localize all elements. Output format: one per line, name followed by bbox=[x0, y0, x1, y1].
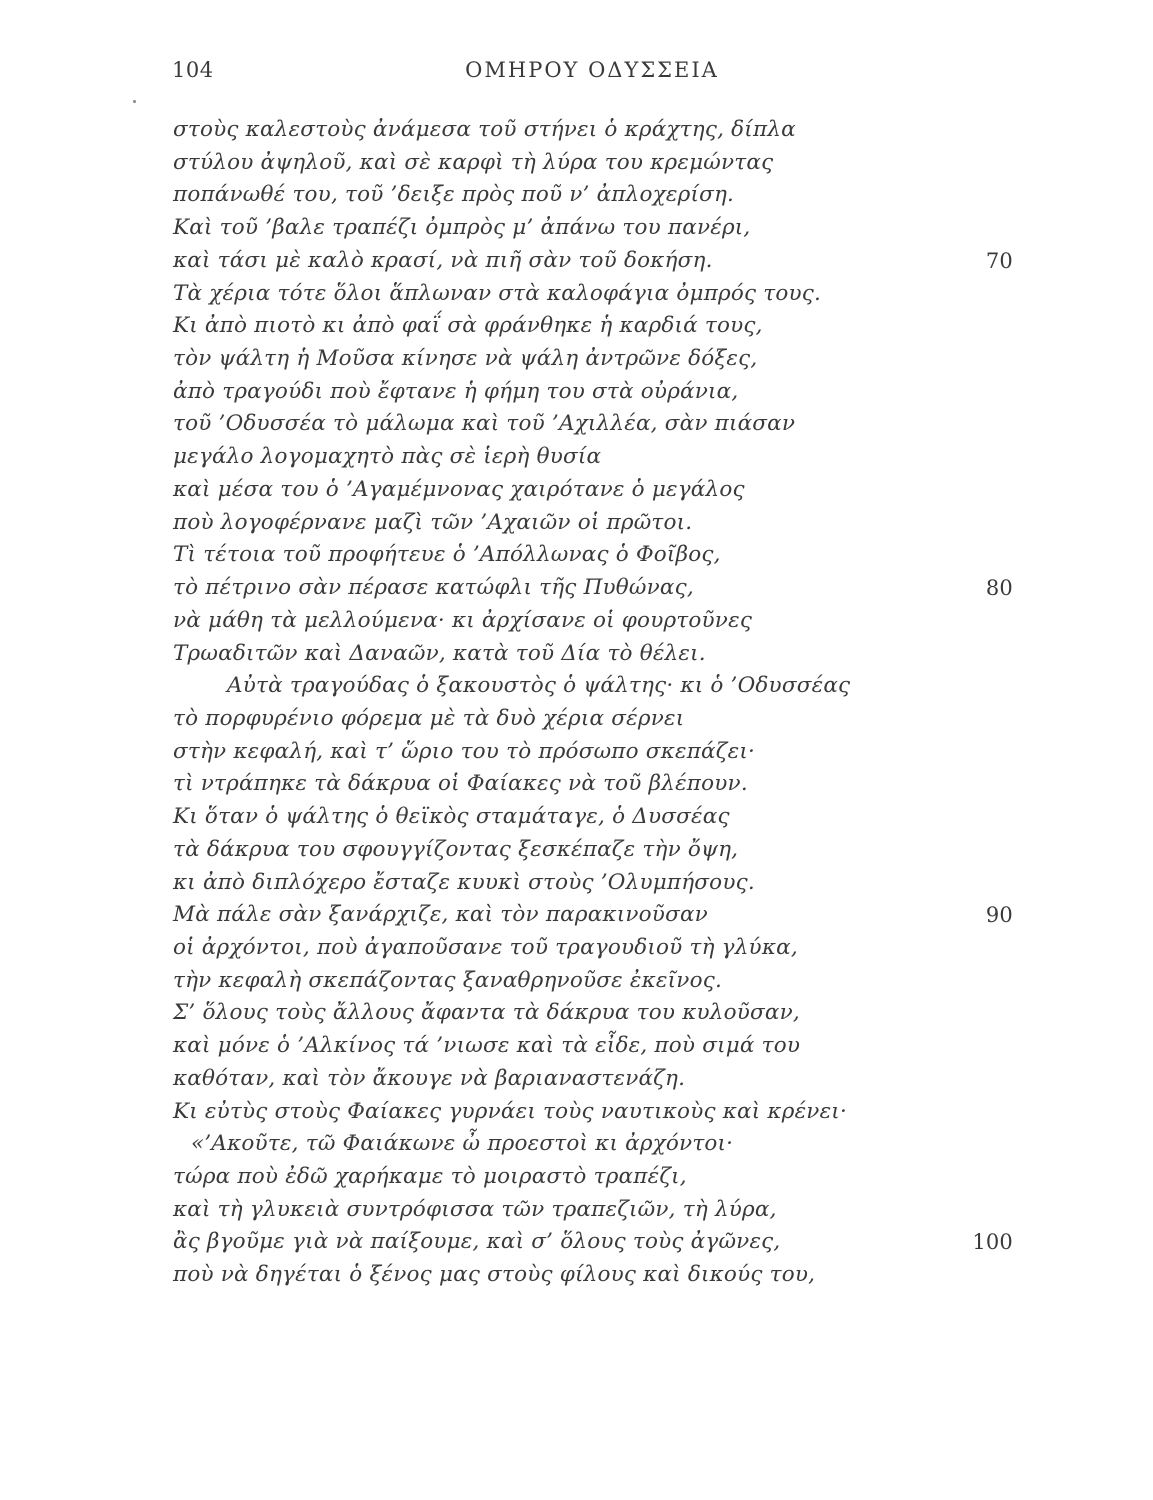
verse-line bbox=[173, 834, 1013, 867]
verse-line bbox=[173, 572, 1013, 605]
verse-line-text: «’Ακοῦτε, τῶ Φαιάκωνε ὦ προεστοὶ κι ἀρχόντοι· bbox=[191, 1131, 734, 1157]
verse-line bbox=[173, 147, 1013, 180]
verse-line-text: στὴν κεφαλή, καὶ τ’ ὥριο του τὸ πρόσωπο σκεπάζει· bbox=[173, 738, 756, 764]
verse-line-text: ἀπὸ τραγούδι ποὺ ἔφτανε ἡ φήμη του στὰ οὐράνια, bbox=[173, 378, 739, 404]
verse-line-text: ποὺ λογοφέρνανε μαζὶ τῶν ’Αχαιῶν οἱ πρῶτοι. bbox=[173, 509, 693, 535]
verse-line-text: τοῦ ’Οδυσσέα τὸ μάλωμα καὶ τοῦ ’Αχιλλέα, σὰν πιάσαν bbox=[173, 411, 796, 437]
verse-line bbox=[173, 179, 1013, 212]
verse-line-text: ἂς βγοῦμε γιὰ νὰ παίξουμε, καὶ σ’ ὅλους τοὺς ἀγῶνες, bbox=[173, 1229, 781, 1255]
ink-speck bbox=[133, 100, 136, 103]
verse-line bbox=[173, 245, 1013, 278]
verse-line bbox=[173, 1128, 1013, 1161]
verse-line bbox=[173, 408, 1013, 441]
verse-line-text: τὸ πορφυρένιο φόρεμα μὲ τὰ δυὸ χέρια σέρνει bbox=[173, 705, 685, 731]
verse-line bbox=[173, 310, 1013, 343]
verse-line bbox=[173, 899, 1013, 932]
line-number: 90 bbox=[985, 903, 1013, 928]
verse-line-text: ποπάνωθέ του, τοῦ ’δειξε πρὸς ποῦ ν’ ἀπλοχερίση. bbox=[173, 182, 735, 208]
verse-line bbox=[173, 638, 1013, 671]
verse-line bbox=[173, 343, 1013, 376]
verse-line-text: τὶ ντράπηκε τὰ δάκρυα οἱ Φαίακες νὰ τοῦ βλέπουν. bbox=[173, 771, 748, 797]
verse-line bbox=[173, 1096, 1013, 1129]
verse-line-text: καὶ τὴ γλυκειὰ συντρόφισσα τῶν τραπεζιῶν, τὴ λύρα, bbox=[173, 1196, 777, 1222]
verse-line bbox=[173, 1226, 1013, 1259]
verse-line-text: Τὰ χέρια τότε ὅλοι ἅπλωναν στὰ καλοφάγια ὀμπρός τους. bbox=[173, 280, 822, 306]
verse-line-text: καὶ μόνε ὁ ’Αλκίνος τά ’νιωσε καὶ τὰ εἶδε, ποὺ σιμά του bbox=[173, 1033, 801, 1059]
page-header bbox=[172, 58, 1012, 88]
verse-line bbox=[173, 932, 1013, 965]
verse-line-text: καὶ μέσα του ὁ ’Αγαμέμνονας χαιρότανε ὁ μεγάλος bbox=[173, 476, 745, 502]
verse-line-text: νὰ μάθη τὰ μελλούμενα· κι ἀρχίσανε οἱ φουρτοῦνες bbox=[173, 607, 753, 633]
verse-line bbox=[173, 670, 1013, 703]
running-title: ΟΜΗΡΟΥ ΟΔΥΣΣΕΙΑ bbox=[465, 58, 719, 82]
verse-line-text: Κι εὐτὺς στοὺς Φαίακες γυρνάει τοὺς ναυτικοὺς καὶ κρένει· bbox=[173, 1098, 847, 1124]
verse-line bbox=[173, 1063, 1013, 1096]
verse-line bbox=[173, 801, 1013, 834]
verse-line bbox=[173, 278, 1013, 311]
verse-line-text: κι ἀπὸ διπλόχερο ἔσταζε κυυκὶ στοὺς ’Ολυμπήσους. bbox=[173, 869, 755, 895]
verse-line bbox=[173, 114, 1013, 147]
verse-line bbox=[173, 736, 1013, 769]
verse-line-text: μεγάλο λογομαχητὸ πὰς σὲ ἱερὴ θυσία bbox=[173, 444, 602, 470]
verse-line-text: Τρωαδιτῶν καὶ Δαναῶν, κατὰ τοῦ Δία τὸ θέλει. bbox=[173, 640, 706, 666]
verse-line bbox=[173, 539, 1013, 572]
verse-line bbox=[173, 212, 1013, 245]
verse-line bbox=[173, 507, 1013, 540]
line-number: 100 bbox=[972, 1230, 1013, 1255]
verse-line-text: τώρα ποὺ ἐδῶ χαρήκαμε τὸ μοιραστὸ τραπέζι, bbox=[173, 1164, 687, 1189]
page-number: 104 bbox=[172, 58, 214, 82]
verse-line-text: Τὶ τέτοια τοῦ προφήτευε ὁ ’Απόλλωνας ὁ Φοῖβος, bbox=[173, 542, 721, 568]
line-number: 70 bbox=[985, 248, 1013, 273]
verse-line bbox=[173, 441, 1013, 474]
verse-line bbox=[173, 605, 1013, 638]
verse-line bbox=[173, 703, 1013, 736]
verse-line bbox=[173, 997, 1013, 1030]
verse-line-text: Κι ἀπὸ πιοτὸ κι ἀπὸ φαΐ σὰ φράνθηκε ἡ καρδιά τους, bbox=[173, 313, 763, 339]
verse-line bbox=[173, 867, 1013, 900]
verse-line bbox=[173, 474, 1013, 507]
verse-line-text: καθόταν, καὶ τὸν ἄκουγε νὰ βαριαναστενάζη. bbox=[173, 1065, 686, 1091]
verse-line bbox=[173, 1030, 1013, 1063]
verse-line-text: στοὺς καλεστοὺς ἀνάμεσα τοῦ στήνει ὁ κράχτης, δίπλα bbox=[173, 117, 796, 142]
verse-line bbox=[173, 1259, 1013, 1292]
verse-line-text: τὰ δάκρυα του σφουγγίζοντας ξεσκέπαζε τὴν ὄψη, bbox=[173, 836, 739, 862]
verse-line-text: οἱ ἀρχόντοι, ποὺ ἀγαποῦσανε τοῦ τραγουδιοῦ τὴ γλύκα, bbox=[173, 934, 798, 960]
verse-line-text: ποὺ νὰ δηγέται ὁ ξένος μας στοὺς φίλους καὶ δικούς του, bbox=[173, 1262, 816, 1288]
verse-line bbox=[173, 965, 1013, 998]
verse-line-text: τὸν ψάλτη ἡ Μοῦσα κίνησε νὰ ψάλη ἀντρῶνε δόξες, bbox=[173, 346, 758, 372]
verse-line-text: Αὐτὰ τραγούδας ὁ ξακουστὸς ὁ ψάλτης· κι ὁ ’Οδυσσέας bbox=[227, 673, 851, 699]
verse-line-text: τὴν κεφαλὴ σκεπάζοντας ξαναθρηνοῦσε ἐκεῖνος. bbox=[173, 967, 722, 993]
verse-line-text: Μὰ πάλε σὰν ξανάρχιζε, καὶ τὸν παρακινοῦσαν bbox=[173, 902, 708, 928]
verse-line-text: καὶ τάσι μὲ καλὸ κρασί, νὰ πιῆ σὰν τοῦ δοκήση. bbox=[173, 247, 713, 273]
verse-line bbox=[173, 1161, 1013, 1194]
verse-line bbox=[173, 376, 1013, 409]
line-number: 80 bbox=[985, 576, 1013, 601]
verse-line bbox=[173, 768, 1013, 801]
verse-line bbox=[173, 1194, 1013, 1227]
verse-line-text: τὸ πέτρινο σὰν πέρασε κατώφλι τῆς Πυθώνας, bbox=[173, 575, 694, 601]
verse-line-text: στύλου ἀψηλοῦ, καὶ σὲ καρφὶ τὴ λύρα του κρεμώντας bbox=[173, 149, 774, 175]
verse-line-text: Κι ὅταν ὁ ψάλτης ὁ θεϊκὸς σταμάταγε, ὁ Δυσσέας bbox=[173, 804, 730, 830]
verse-line-text: Σ’ ὅλους τοὺς ἄλλους ἄφαντα τὰ δάκρυα του κυλοῦσαν, bbox=[173, 1000, 800, 1026]
verse-block bbox=[173, 114, 1013, 1292]
verse-line-text: Καὶ τοῦ ’βαλε τραπέζι ὀμπρὸς μ’ ἀπάνω του πανέρι, bbox=[173, 215, 751, 241]
